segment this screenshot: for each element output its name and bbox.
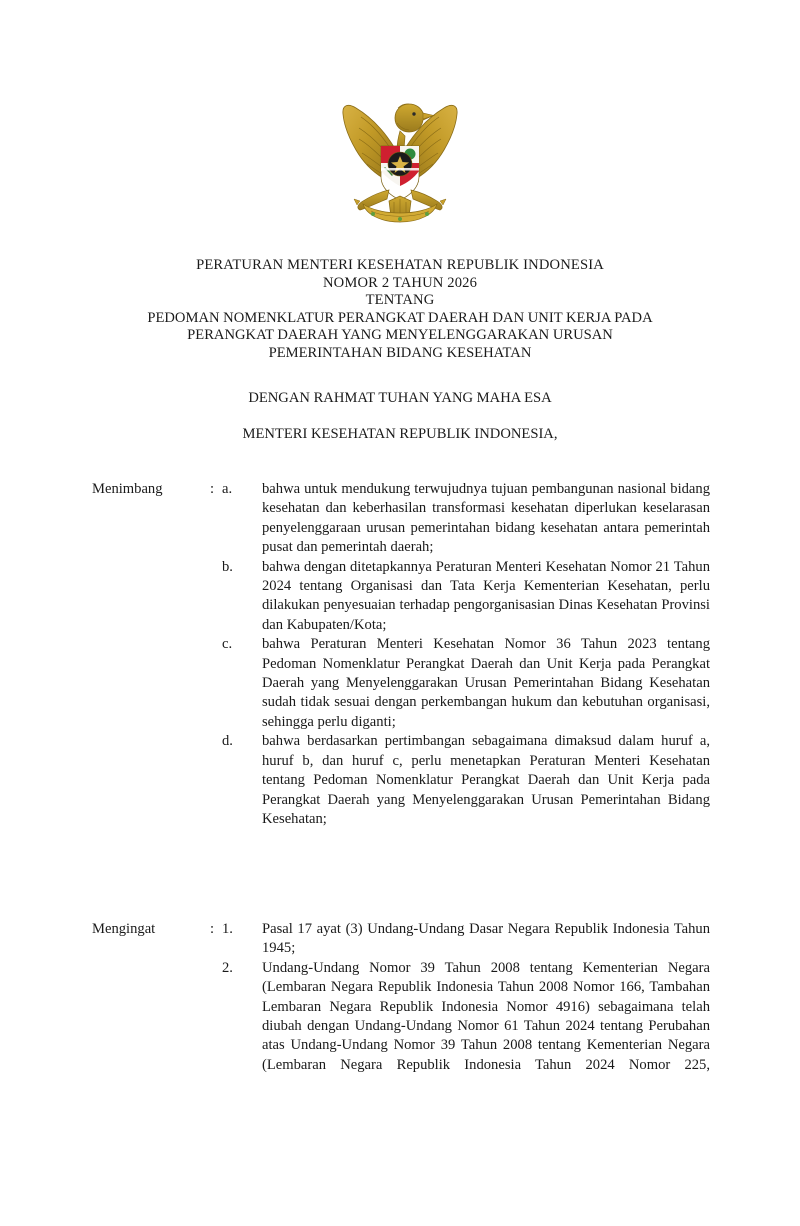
menimbang-text-b: bahwa dengan ditetapkannya Peraturan Menteri Kesehatan Nomor 21 Tahun 2024 tentang Organisasi dan Tata Kerja Kementerian Kesehatan, perlu dilakukan penyesuaian terhadap pengorganisasian Dinas Kesehatan Provinsi dan Kabupaten/Kota; [262, 558, 710, 633]
menimbang-marker-a: a. [222, 481, 233, 497]
document-title-block [60, 257, 740, 362]
menimbang-item-d [92, 732, 710, 829]
title-line-6: PEMERINTAHAN BIDANG KESEHATAN [268, 344, 532, 361]
title-line-3: TENTANG [365, 292, 435, 308]
title-line-4: PEDOMAN NOMENKLATUR PERANGKAT DAERAH DAN UNIT KERJA PADA [147, 309, 653, 326]
invocation-text: DENGAN RAHMAT TUHAN YANG MAHA ESA [248, 390, 552, 406]
mengingat-marker-1: 1. [222, 921, 233, 937]
menimbang-text-a: bahwa untuk mendukung terwujudnya tujuan pembangunan nasional bidang kesehatan dan keberhasilan transformasi kesehatan diperlukan keselarasan penyelenggaraan urusan pemerintahan bidang kesehatan antara pemerintah pusat dan pemerintah daerah; [262, 481, 710, 556]
mengingat-item-1 [92, 920, 710, 959]
menimbang-marker-c: c. [222, 636, 233, 653]
mengingat-text-1: Pasal 17 ayat (3) Undang-Undang Dasar Negara Republik Indonesia Tahun 1945; [262, 921, 710, 957]
garuda-pancasila-emblem [325, 88, 475, 238]
mengingat-text-2: Undang-Undang Nomor 39 Tahun 2008 tentang Kementerian Negara (Lembaran Negara Republik Indonesia Tahun 2008 Nomor 166, Tambahan Lembaran Negara Republik Indonesia Nomor 4916) sebagaimana telah diubah dengan Undang-Undang Nomor 61 Tahun 2024 tentang Perubahan atas Undang-Undang Nomor 39 Tahun 2008 tentang Kementerian Negara (Lembaran Negara Republik Indonesia Tahun 2024 Nomor 225, [262, 959, 710, 1073]
mengingat-colon: : [210, 921, 215, 937]
mengingat-marker-2: 2. [222, 959, 233, 976]
emblem-container [0, 88, 800, 243]
menimbang-item-b [92, 558, 710, 636]
menimbang-section [92, 480, 710, 829]
menimbang-item-a [92, 480, 710, 558]
menimbang-label: Menimbang [92, 481, 163, 497]
mengingat-label: Mengingat [92, 921, 156, 937]
menimbang-text-d: bahwa berdasarkan pertimbangan sebagaimana dimaksud dalam huruf a, huruf b, dan huruf c, perlu menetapkan Peraturan Menteri Kesehatan tentang Pedoman Nomenklatur Perangkat Daerah dan Unit Kerja pada Perangkat Daerah yang Menyelenggarakan Urusan Pemerintahan Bidang Kesehatan; [262, 733, 710, 827]
authority-text: MENTERI KESEHATAN REPUBLIK INDONESIA, [242, 426, 558, 442]
menimbang-marker-d: d. [222, 733, 233, 750]
mengingat-section [92, 920, 710, 1075]
title-line-2: NOMOR 2 TAHUN 2026 [322, 274, 478, 291]
menimbang-colon: : [210, 481, 215, 497]
title-line-1: PERATURAN MENTERI KESEHATAN REPUBLIK INDONESIA [196, 257, 604, 273]
menimbang-marker-b: b. [222, 558, 233, 575]
menimbang-item-c [92, 635, 710, 732]
mengingat-item-2 [92, 959, 710, 1075]
title-line-5: PERANGKAT DAERAH YANG MENYELENGGARAKAN URUSAN [187, 327, 613, 343]
menimbang-text-c: bahwa Peraturan Menteri Kesehatan Nomor 36 Tahun 2023 tentang Pedoman Nomenklatur Perangkat Daerah dan Unit Kerja pada Perangkat Daerah yang Menyelenggarakan Urusan Pemerintahan Bidang Kesehatan sudah tidak sesuai dengan perkembangan hukum dan kebutuhan organisasi, sehingga perlu diganti; [262, 636, 710, 730]
